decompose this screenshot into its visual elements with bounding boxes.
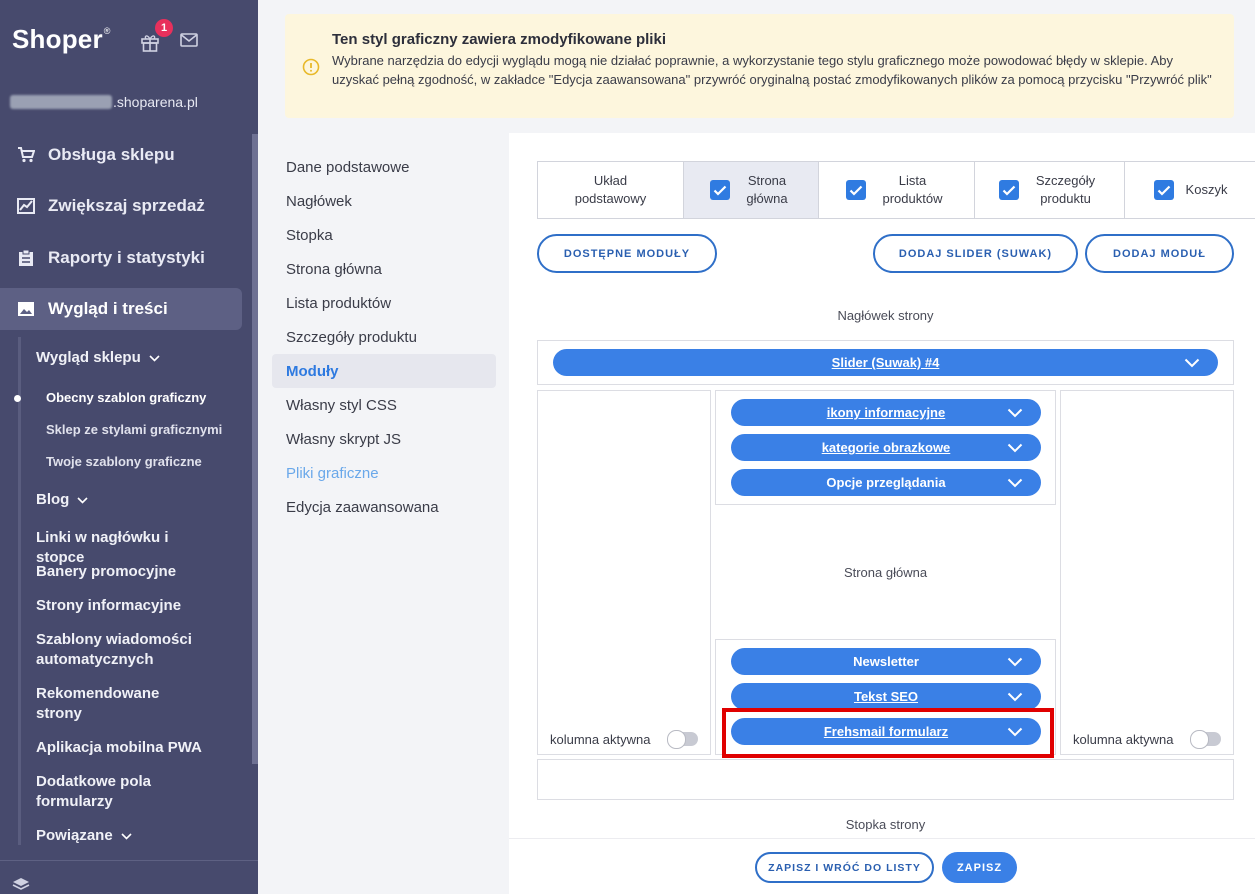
module-tekst-seo[interactable]: Tekst SEO	[731, 683, 1041, 710]
checkbox-checked-icon[interactable]	[846, 180, 866, 200]
sub-sklep-ze-stylami[interactable]: Sklep ze stylami graficznymi	[46, 422, 223, 437]
sub-obecny-szablon[interactable]: Obecny szablon graficzny	[46, 390, 207, 405]
chevron-down-icon	[77, 490, 88, 510]
midnav-strona-glowna[interactable]: Strona główna	[286, 260, 382, 278]
module-frehsmail-formularz[interactable]: Frehsmail formularz	[731, 718, 1041, 745]
checkbox-checked-icon[interactable]	[999, 180, 1019, 200]
redacted-shop-name	[10, 95, 112, 109]
left-column-label: kolumna aktywna	[550, 732, 651, 747]
sidebar-scrollbar[interactable]	[252, 134, 258, 764]
sub-twoje-szablony[interactable]: Twoje szablony graficzne	[46, 454, 202, 469]
sub-banery[interactable]: Banery promocyjne	[36, 563, 177, 580]
footer-zone: Stopka strony	[537, 804, 1234, 844]
sub-strony-informacyjne[interactable]: Strony informacyjne	[36, 597, 182, 614]
sub-powiazane[interactable]: Powiązane	[36, 826, 216, 846]
warning-banner	[285, 14, 1234, 118]
sub-linki[interactable]: Linki w nagłówku i stopce	[36, 529, 169, 566]
chevron-down-icon[interactable]	[1007, 690, 1023, 705]
checkbox-checked-icon[interactable]	[1154, 180, 1174, 200]
module-kategorie-obrazkowe[interactable]: kategorie obrazkowe	[731, 434, 1041, 461]
right-column	[1060, 390, 1234, 755]
bottom-empty-row	[537, 759, 1234, 800]
left-column	[537, 390, 711, 755]
shoper-logo[interactable]: Shoper®	[12, 24, 111, 54]
midnav-pliki-graficzne[interactable]: Pliki graficzne	[286, 464, 379, 482]
nav-obsluga-sklepu[interactable]: Obsługa sklepu	[0, 134, 242, 176]
notification-badge: 1	[155, 19, 173, 37]
midnav-lista-produktow[interactable]: Lista produktów	[286, 294, 392, 312]
midnav-edycja-zaawansowana[interactable]: Edycja zaawansowana	[286, 498, 439, 516]
banner-text: Wybrane narzędzia do edycji wyglądu mogą nie działać poprawnie, a wykorzystanie tego stylu graficznego może powodować błędy w sklepie. Aby uzyskać pełną zgodność, w zakładce "Edycja zaawansowana" przywróć oryginalną postać zmodyfikowanych plików za pomocą przycisku "Przywróć plik"	[332, 53, 1212, 87]
nav-zwiekszaj-sprzedaz[interactable]: Zwiększaj sprzedaż	[0, 185, 242, 227]
banner-title: Ten styl graficzny zawiera zmodyfikowane pliki	[332, 31, 666, 48]
add-module-button[interactable]: DODAJ MODUŁ	[1085, 234, 1234, 273]
tab-strona-glowna[interactable]: Strona główna	[684, 162, 819, 218]
clipboard-icon	[16, 249, 36, 267]
chevron-down-icon[interactable]	[1007, 476, 1023, 491]
midnav-naglowek[interactable]: Nagłówek	[286, 192, 352, 210]
available-modules-button[interactable]: DOSTĘPNE MODUŁY	[537, 234, 717, 273]
chevron-down-icon[interactable]	[1007, 441, 1023, 456]
midnav-szczegoly-produktu[interactable]: Szczegóły produktu	[286, 328, 417, 346]
chart-icon	[16, 197, 36, 215]
right-column-toggle[interactable]	[1191, 732, 1221, 746]
module-ikony-informacyjne[interactable]: ikony informacyjne	[731, 399, 1041, 426]
chevron-down-icon[interactable]	[1007, 655, 1023, 670]
sidebar	[0, 0, 258, 894]
sub-blog[interactable]: Blog	[36, 490, 216, 510]
sub-dodatkowe-pola[interactable]: Dodatkowe pola formularzy	[36, 773, 152, 810]
warning-icon	[302, 58, 320, 76]
sub-aplikacja-pwa[interactable]: Aplikacja mobilna PWA	[36, 739, 202, 756]
chevron-down-icon[interactable]	[1184, 356, 1200, 371]
tab-lista-produktow[interactable]: Lista produktów	[819, 162, 975, 218]
header-zone: Nagłówek strony	[537, 294, 1234, 336]
sub-wyglad-sklepu[interactable]: Wygląd sklepu	[36, 348, 216, 368]
chevron-down-icon	[121, 826, 132, 846]
save-and-return-button[interactable]: ZAPISZ I WRÓĆ DO LISTY	[755, 852, 934, 883]
sub-rekomendowane[interactable]: Rekomendowane strony	[36, 685, 160, 722]
chevron-down-icon	[149, 348, 160, 368]
settings-nav	[272, 150, 496, 524]
midnav-dane-podstawowe[interactable]: Dane podstawowe	[286, 158, 410, 176]
module-newsletter[interactable]: Newsletter	[731, 648, 1041, 675]
tab-koszyk[interactable]: Koszyk	[1125, 162, 1255, 218]
main-content-zone: Strona główna	[715, 509, 1056, 635]
sidebar-footer	[0, 860, 258, 894]
layers-icon[interactable]	[12, 877, 30, 891]
checkbox-checked-icon[interactable]	[710, 180, 730, 200]
save-button[interactable]: ZAPISZ	[942, 852, 1017, 883]
mail-icon[interactable]	[180, 33, 198, 47]
subnav-line	[18, 337, 21, 845]
sub-szablony-wiadomosci[interactable]: Szablony wiadomości automatycznych	[36, 631, 192, 668]
module-opcje-przegladania[interactable]: Opcje przeglądania	[731, 469, 1041, 496]
slider-module[interactable]: Slider (Suwak) #4	[553, 349, 1218, 376]
current-item-dot	[14, 395, 21, 402]
nav-raporty-i-statystyki[interactable]: Raporty i statystyki	[0, 237, 242, 279]
highlight-frame	[722, 708, 1054, 758]
nav-wyglad-i-tresci[interactable]: Wygląd i treści	[0, 288, 242, 330]
add-slider-button[interactable]: DODAJ SLIDER (SUWAK)	[873, 234, 1078, 273]
image-icon	[16, 300, 36, 318]
midnav-wlasny-styl-css[interactable]: Własny styl CSS	[286, 396, 397, 414]
midnav-moduly[interactable]: Moduły	[272, 354, 496, 388]
gift-icon[interactable]	[140, 32, 160, 52]
right-column-label: kolumna aktywna	[1073, 732, 1174, 747]
cart-icon	[16, 146, 36, 164]
left-column-toggle[interactable]	[668, 732, 698, 746]
midnav-wlasny-skrypt-js[interactable]: Własny skrypt JS	[286, 430, 402, 448]
chevron-down-icon[interactable]	[1007, 406, 1023, 421]
page-type-tabs	[537, 161, 1255, 219]
tab-szczegoly-produktu[interactable]: Szczegóły produktu	[975, 162, 1125, 218]
tab-uklad-podstawowy[interactable]: Układ podstawowy	[538, 162, 684, 218]
shop-domain[interactable]: .shoparena.pl	[10, 94, 198, 110]
midnav-stopka[interactable]: Stopka	[286, 226, 333, 244]
